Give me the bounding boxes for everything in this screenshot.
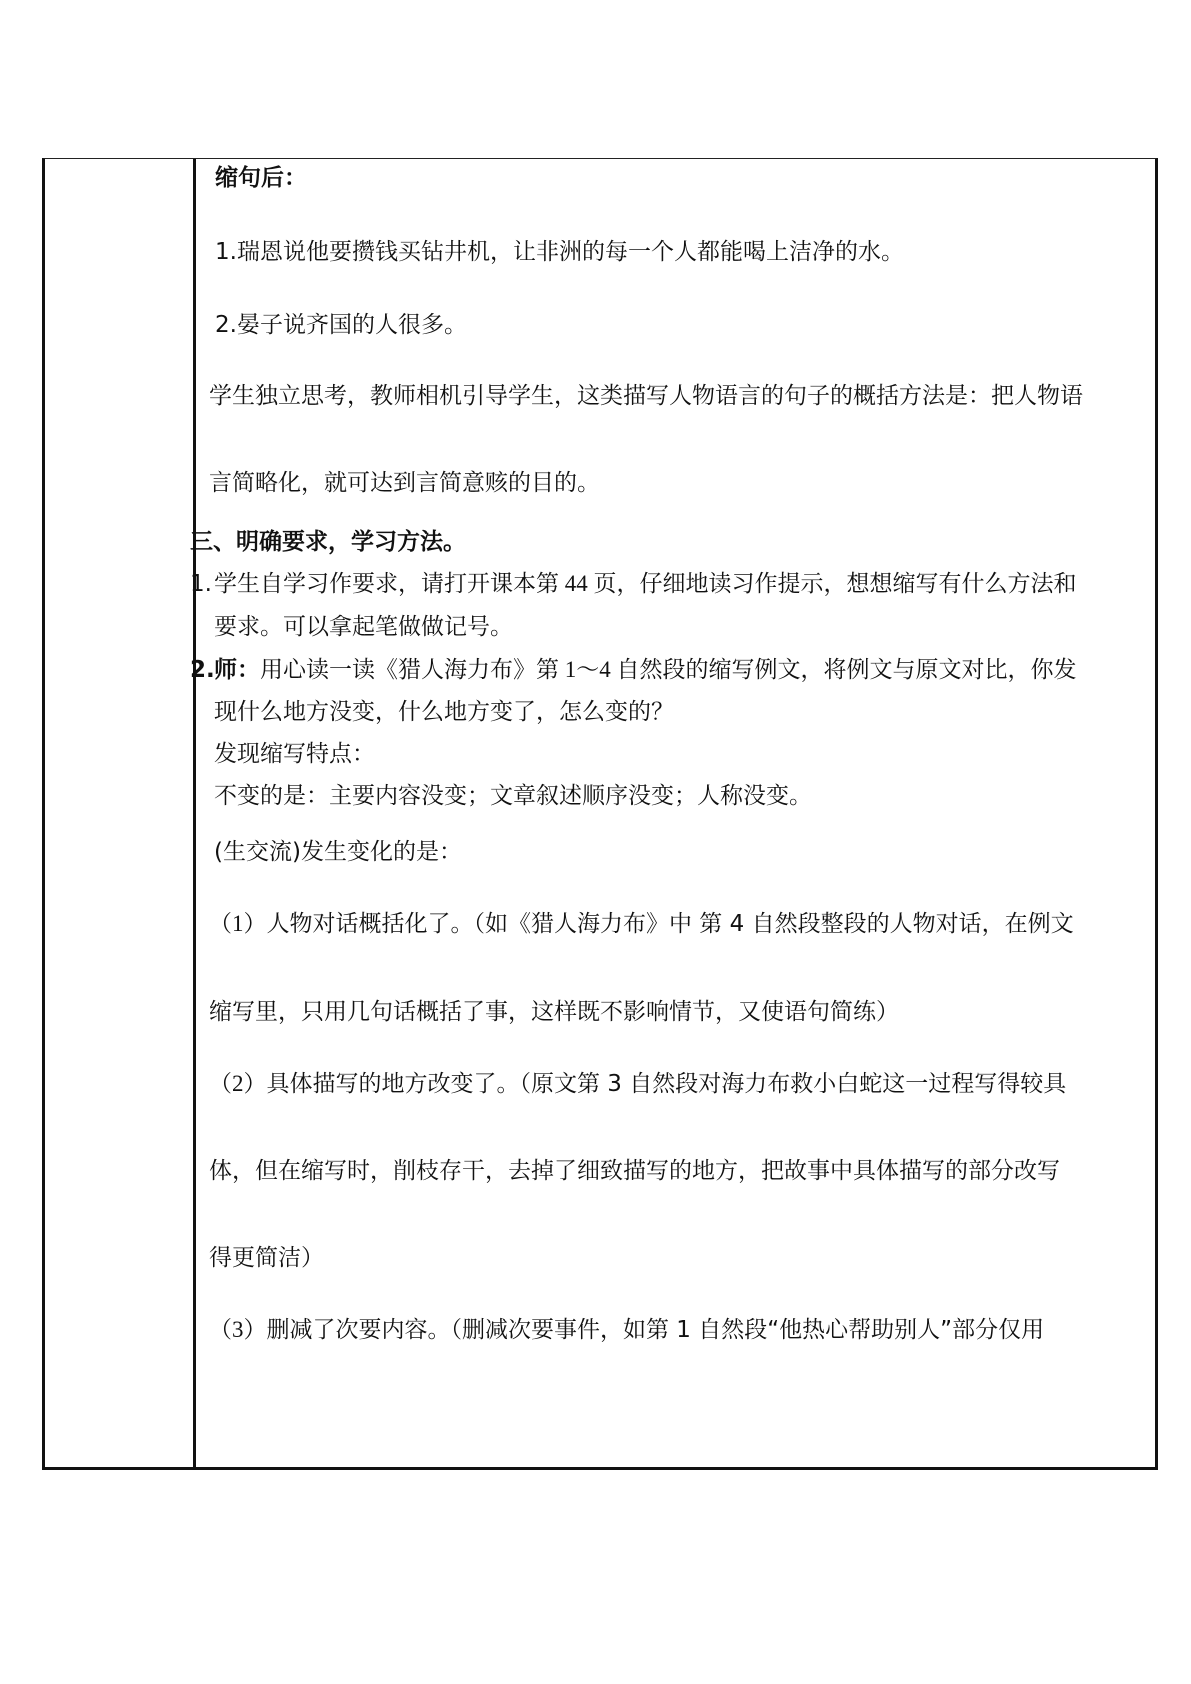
lesson-table xyxy=(42,158,1158,1470)
changed-features-label: 发生变化的是： xyxy=(300,839,462,864)
item-2-line-1: 用心读一读《猎人海力布》第 1～4 自然段的缩写例文，将例文与原文对比，你发 xyxy=(260,657,1077,682)
item-2-line-2: 现什么地方没变，什么地方变了，怎么变的？ xyxy=(214,699,674,724)
change-2-line-1 xyxy=(209,1069,1066,1099)
heading-after-shortening: 缩句后： xyxy=(215,165,307,191)
change-1-line-1 xyxy=(209,909,1074,939)
features-title: 发现缩写特点： xyxy=(214,741,375,766)
change-3-detail: （删减次要事件，如第 1 自然段“他热心帮助别人”部分仅用 xyxy=(450,1317,1045,1343)
change-3-label: （3）删减了次要内容。 xyxy=(209,1317,451,1342)
student-discussion-label: (生交流) xyxy=(214,839,301,865)
item-1-line-1: 学生自学习作要求，请打开课本第 44 页，仔细地读习作提示，想想缩写有什么方法和 xyxy=(214,571,1077,596)
change-1-detail: （如《猎人海力布》中 第 4 自然段整段的人物对话，在例文 xyxy=(473,911,1074,937)
item-1-number: 1. xyxy=(190,571,212,597)
change-1-line-2: 缩写里，只用几句话概括了事，这样既不影响情节，又使语句简练） xyxy=(209,999,899,1025)
change-2-detail: （原文第 3 自然段对海力布救小白蛇这一过程写得较具 xyxy=(519,1071,1067,1097)
method-paragraph-line-1: 学生独立思考，教师相机引导学生，这类描写人物语言的句子的概括方法是：把人物语 xyxy=(209,383,1083,409)
item-1-line-2: 要求。可以拿起笔做做记号。 xyxy=(214,614,513,639)
unchanged-features: 不变的是：主要内容没变；文章叙述顺序没变；人称没变。 xyxy=(214,783,812,808)
change-2-line-2: 体，但在缩写时，削枝存干，去掉了细致描写的地方，把故事中具体描写的部分改写 xyxy=(209,1158,1060,1184)
change-2-label: （2）具体描写的地方改变了。 xyxy=(209,1071,520,1096)
item-2-teacher-label: 师： xyxy=(214,657,260,683)
shortened-sentence-2: 2.晏子说齐国的人很多。 xyxy=(215,312,467,338)
section-3-title: 三、明确要求，学习方法。 xyxy=(190,529,466,554)
shortened-sentence-1: 1.瑞恩说他要攒钱买钻井机，让非洲的每一个人都能喝上洁净的水。 xyxy=(215,239,904,265)
item-2-number: 2. xyxy=(190,657,215,683)
change-3-line-1 xyxy=(209,1315,1044,1345)
method-paragraph-line-2: 言简略化，就可达到言简意赅的目的。 xyxy=(209,470,600,496)
change-1-label: （1）人物对话概括化了。 xyxy=(209,911,474,936)
changed-features-line xyxy=(214,837,462,867)
change-2-line-3: 得更简洁） xyxy=(209,1245,324,1271)
column-divider xyxy=(193,159,196,1467)
